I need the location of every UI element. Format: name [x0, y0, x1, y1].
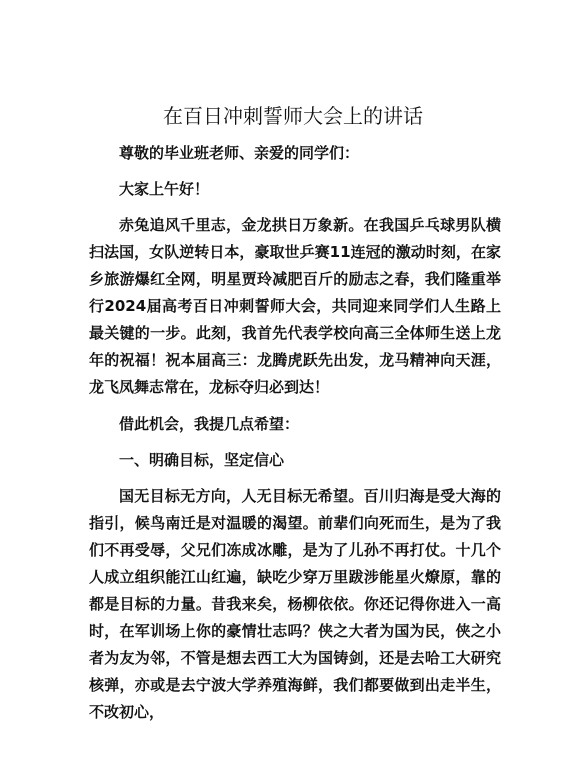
salutation: 尊敬的毕业班老师、亲爱的同学们： [119, 144, 360, 162]
greeting: 大家上午好！ [119, 180, 210, 198]
speech-title: 在百日冲刺誓师大会上的讲话 [163, 104, 423, 128]
section-heading-1: 一、明确目标，坚定信心 [119, 451, 285, 469]
hopes-intro: 借此机会，我提几点希望： [119, 415, 300, 433]
paragraph-opening: 赤兔追风千里志，金龙拱日万象新。在我国乒乓球男队横扫法国，女队逆转日本，豪取世乒赛11连冠的激动时刻，在家乡旅游爆红全网，明星贾玲减肥百斤的励志之春，我们隆重举行2024届高考百日冲刺誓师大会，共同迎来同学们人生路上最关键的一步。此刻，我首先代表学校向高三全体师生送上龙年的祝福！祝本届高三：龙腾虎跃先出发，龙马精神向天涯，龙飞凤舞志常在，龙标夺归必到达！ [89, 216, 501, 396]
speech-body [89, 140, 501, 726]
paragraph-goals: 国无目标无方向，人无目标无希望。百川归海是受大海的指引，候鸟南迁是对温暖的渴望。前辈们向死而生，是为了我们不再受辱，父兄们冻成冰雕，是为了儿孙不再打仗。十几个人成立组织能江山红遍，缺吃少穿万里跋涉能星火燎原，靠的都是目标的力量。昔我来矣，杨柳依依。你还记得你进入一高时，在军训场上你的豪情壮志吗？侠之大者为国为民，侠之小者为友为邻，不管是想去西工大为国铸剑，还是去哈工大研究核弹，亦或是去宁波大学养殖海鲜，我们都要做到出走半生，不改初心， [89, 487, 501, 721]
